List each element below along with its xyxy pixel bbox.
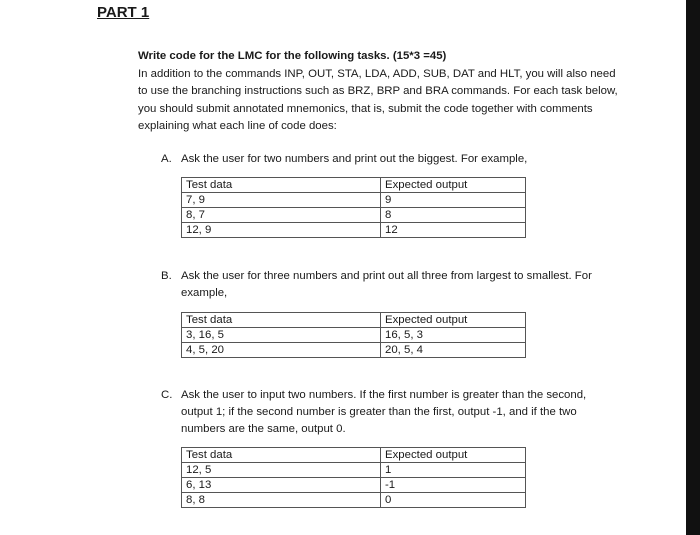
table-cell: 12 — [381, 223, 526, 238]
table-cell: 12, 9 — [182, 223, 381, 238]
table-header-row — [182, 448, 526, 463]
table-header: Expected output — [381, 313, 526, 328]
table-cell: 20, 5, 4 — [381, 343, 526, 358]
table-cell: 9 — [381, 193, 526, 208]
table-row — [182, 343, 526, 358]
task-line: numbers are the same, output 0. — [181, 423, 346, 435]
task-letter: B. — [161, 270, 172, 282]
table-row — [182, 463, 526, 478]
table-row — [182, 223, 526, 238]
task-b-table — [181, 312, 526, 358]
table-row — [182, 193, 526, 208]
table-row — [182, 493, 526, 508]
table-cell: 6, 13 — [182, 478, 381, 493]
table-header: Expected output — [381, 448, 526, 463]
task-line: Ask the user to input two numbers. If the first number is greater than the second, — [181, 389, 587, 401]
table-cell: 16, 5, 3 — [381, 328, 526, 343]
table-header: Expected output — [381, 178, 526, 193]
task-c-table — [181, 447, 526, 508]
intro-line: In addition to the commands INP, OUT, STA, LDA, ADD, SUB, DAT and HLT, you will also need — [138, 67, 616, 80]
table-header: Test data — [182, 313, 381, 328]
right-edge-bar — [686, 0, 700, 535]
part-title: PART 1 — [97, 4, 150, 21]
table-cell: 0 — [381, 493, 526, 508]
task-text — [181, 387, 621, 438]
table-header: Test data — [182, 448, 381, 463]
table-cell: 12, 5 — [182, 463, 381, 478]
intro-paragraph — [138, 48, 638, 136]
table-cell: 8, 8 — [182, 493, 381, 508]
task-line: output 1; if the second number is greater than the first, output -1, and if the two — [181, 406, 577, 418]
table-cell: 4, 5, 20 — [182, 343, 381, 358]
table-cell: 7, 9 — [182, 193, 381, 208]
task-letter: A. — [161, 153, 172, 165]
table-header-row — [182, 313, 526, 328]
task-letter: C. — [161, 389, 173, 401]
task-text — [181, 268, 621, 302]
table-cell: 8 — [381, 208, 526, 223]
table-cell: 1 — [381, 463, 526, 478]
table-row — [182, 328, 526, 343]
task-line: example, — [181, 287, 228, 299]
table-cell: -1 — [381, 478, 526, 493]
task-line: Ask the user for two numbers and print out the biggest. For example, — [181, 153, 528, 165]
intro-line: you should submit annotated mnemonics, that is, submit the code together with comments — [138, 102, 593, 115]
table-header-row — [182, 178, 526, 193]
intro-line: explaining what each line of code does: — [138, 120, 337, 132]
table-header: Test data — [182, 178, 381, 193]
task-a-table — [181, 177, 526, 238]
intro-heading: Write code for the LMC for the following tasks. (15*3 =45) — [138, 50, 447, 62]
task-text — [181, 151, 621, 168]
table-cell: 3, 16, 5 — [182, 328, 381, 343]
intro-line: to use the branching instructions such as BRZ, BRP and BRA commands. For each task below, — [138, 85, 618, 97]
table-row — [182, 478, 526, 493]
table-cell: 8, 7 — [182, 208, 381, 223]
table-row — [182, 208, 526, 223]
task-line: Ask the user for three numbers and print out all three from largest to smallest. For — [181, 270, 592, 282]
